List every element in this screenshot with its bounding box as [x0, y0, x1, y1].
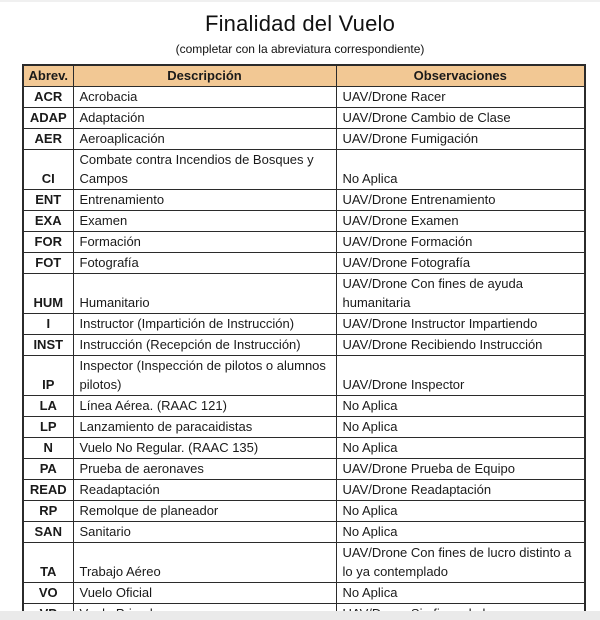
- description-cell: Vuelo No Regular. (RAAC 135): [73, 437, 336, 458]
- observation-cell: No Aplica: [336, 395, 585, 416]
- table-row: [23, 500, 585, 521]
- table-row: [23, 521, 585, 542]
- table-body: [23, 86, 585, 620]
- observation-cell: No Aplica: [336, 582, 585, 603]
- description-cell: Lanzamiento de paracaidistas: [73, 416, 336, 437]
- observation-cell: UAV/Drone Recibiendo Instrucción: [336, 334, 585, 355]
- description-cell: Fotografía: [73, 252, 336, 273]
- abbrev-cell: HUM: [23, 273, 73, 313]
- description-cell: Instrucción (Recepción de Instrucción): [73, 334, 336, 355]
- observation-cell: UAV/Drone Instructor Impartiendo: [336, 313, 585, 334]
- column-header-observaciones: Observaciones: [336, 65, 585, 86]
- description-cell: Línea Aérea. (RAAC 121): [73, 395, 336, 416]
- abbrev-cell: INST: [23, 334, 73, 355]
- page-title: Finalidad del Vuelo: [204, 11, 396, 36]
- abbrev-cell: N: [23, 437, 73, 458]
- abbrev-cell: LP: [23, 416, 73, 437]
- observation-cell: UAV/Drone Prueba de Equipo: [336, 458, 585, 479]
- description-cell: Aeroaplicación: [73, 128, 336, 149]
- table-row: [23, 86, 585, 107]
- abbrev-cell: VO: [23, 582, 73, 603]
- description-cell: Entrenamiento: [73, 189, 336, 210]
- description-cell: Humanitario: [73, 273, 336, 313]
- description-cell: Vuelo Oficial: [73, 582, 336, 603]
- description-cell: Readaptación: [73, 479, 336, 500]
- table-row: [23, 542, 585, 582]
- observation-cell: No Aplica: [336, 500, 585, 521]
- table-row: [23, 231, 585, 252]
- observation-cell: UAV/Drone Readaptación: [336, 479, 585, 500]
- abbrev-cell: TA: [23, 542, 73, 582]
- table-row: [23, 252, 585, 273]
- abbrev-cell: FOR: [23, 231, 73, 252]
- abbrev-cell: ACR: [23, 86, 73, 107]
- column-header-abrev: Abrev.: [23, 65, 73, 86]
- abbrev-cell: EXA: [23, 210, 73, 231]
- observation-cell: UAV/Drone Cambio de Clase: [336, 107, 585, 128]
- table-header-row: [23, 65, 585, 86]
- description-cell: Formación: [73, 231, 336, 252]
- abbrev-cell: READ: [23, 479, 73, 500]
- abbrev-cell: PA: [23, 458, 73, 479]
- table-row: [23, 437, 585, 458]
- description-cell: Examen: [73, 210, 336, 231]
- table-row: [23, 416, 585, 437]
- description-cell: Sanitario: [73, 521, 336, 542]
- abbrev-cell: SAN: [23, 521, 73, 542]
- table-row: [23, 273, 585, 313]
- column-header-descripcion: Descripción: [73, 65, 336, 86]
- description-cell: Remolque de planeador: [73, 500, 336, 521]
- table-row: [23, 189, 585, 210]
- table-row: [23, 210, 585, 231]
- abbrev-cell: I: [23, 313, 73, 334]
- table-row: [23, 128, 585, 149]
- description-cell: Prueba de aeronaves: [73, 458, 336, 479]
- observation-cell: UAV/Drone Racer: [336, 86, 585, 107]
- page-subtitle: (completar con la abreviatura correspondiente): [175, 42, 425, 56]
- description-cell: Combate contra Incendios de Bosques y Campos: [73, 149, 336, 189]
- table-row: [23, 313, 585, 334]
- table-row: [23, 395, 585, 416]
- description-cell: Inspector (Inspección de pilotos o alumnos pilotos): [73, 355, 336, 395]
- table-row: [23, 149, 585, 189]
- abbrev-cell: ADAP: [23, 107, 73, 128]
- observation-cell: UAV/Drone Inspector: [336, 355, 585, 395]
- observation-cell: UAV/Drone Fumigación: [336, 128, 585, 149]
- finalidad-del-vuelo-table: [22, 64, 586, 620]
- description-cell: Acrobacia: [73, 86, 336, 107]
- table-row: [23, 107, 585, 128]
- observation-cell: No Aplica: [336, 437, 585, 458]
- top-margin-strip: [0, 0, 600, 2]
- abbrev-cell: FOT: [23, 252, 73, 273]
- table-row: [23, 458, 585, 479]
- description-cell: Instructor (Impartición de Instrucción): [73, 313, 336, 334]
- bottom-margin-strip: [0, 611, 600, 620]
- observation-cell: No Aplica: [336, 149, 585, 189]
- table-row: [23, 334, 585, 355]
- observation-cell: No Aplica: [336, 416, 585, 437]
- description-cell: Adaptación: [73, 107, 336, 128]
- table-row: [23, 479, 585, 500]
- table-row: [23, 355, 585, 395]
- observation-cell: UAV/Drone Fotografía: [336, 252, 585, 273]
- abbrev-cell: RP: [23, 500, 73, 521]
- observation-cell: UAV/Drone Con fines de lucro distinto a lo ya contemplado: [336, 542, 585, 582]
- observation-cell: UAV/Drone Formación: [336, 231, 585, 252]
- abbrev-cell: LA: [23, 395, 73, 416]
- observation-cell: UAV/Drone Examen: [336, 210, 585, 231]
- table-row: [23, 582, 585, 603]
- abbrev-cell: IP: [23, 355, 73, 395]
- abbrev-cell: AER: [23, 128, 73, 149]
- abbrev-cell: ENT: [23, 189, 73, 210]
- abbrev-cell: CI: [23, 149, 73, 189]
- observation-cell: UAV/Drone Entrenamiento: [336, 189, 585, 210]
- observation-cell: UAV/Drone Con fines de ayuda humanitaria: [336, 273, 585, 313]
- description-cell: Trabajo Aéreo: [73, 542, 336, 582]
- observation-cell: No Aplica: [336, 521, 585, 542]
